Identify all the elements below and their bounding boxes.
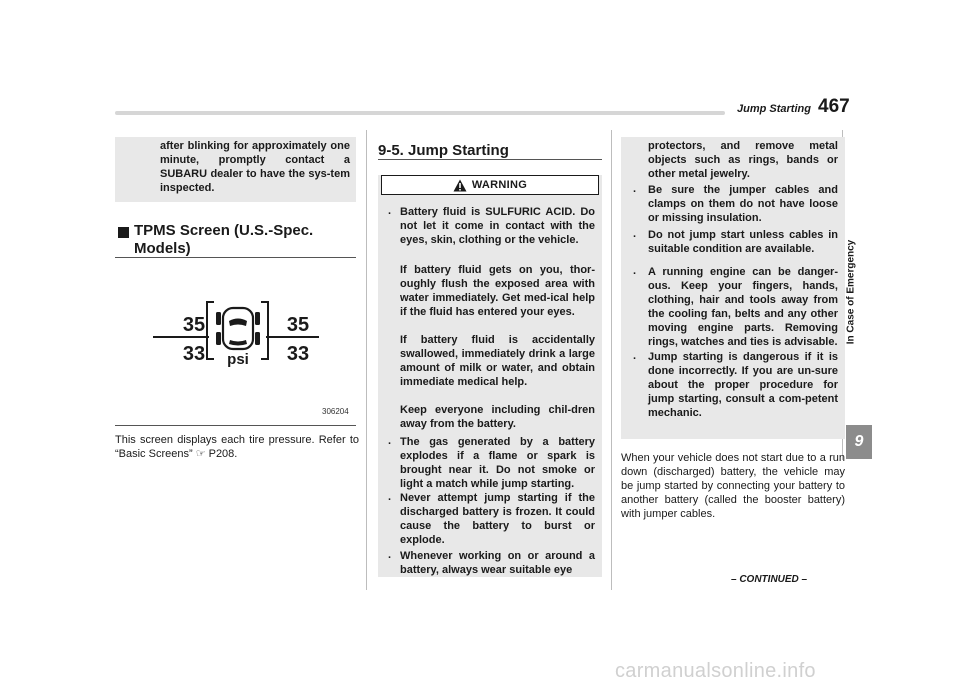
column-divider-right [611, 130, 612, 590]
warning-bullet-1-para-3: Keep everyone including chil-dren away from the battery. [400, 404, 595, 430]
continued-marker: – CONTINUED – [731, 574, 808, 585]
tpms-description: This screen displays each tire pressure. Refer to “Basic Screens” ☞ P208. [115, 434, 359, 460]
figure-code: 306204 [322, 407, 349, 416]
warning-header [381, 175, 599, 195]
warning-continuation: protectors, and remove metal objects such as rings, bands or other metal jewelry. [648, 140, 838, 180]
warning-bullet-6: Do not jump start unless cables in suitable condition are available. [648, 229, 838, 255]
rear-right-pressure: 33 [286, 343, 310, 365]
tpms-figure [115, 257, 356, 426]
warning-bullet-7: A running engine can be danger-ous. Keep your fingers, hands, clothing, hair and tools away from the cooling fan, belts and any other moving engine parts. Removing rings, watches and ties is advisable. [648, 266, 838, 348]
front-left-pressure: 35 [182, 314, 206, 336]
bullet-marker: . [388, 435, 392, 447]
bullet-marker: . [633, 350, 637, 362]
warning-bullet-3: Never attempt jump starting if the discharged battery is frozen. It could cause the battery to burst or explode. [400, 492, 595, 546]
site-watermark: carmanualsonline.info [615, 660, 816, 682]
running-title: Jump Starting [737, 103, 811, 115]
bullet-marker: . [388, 491, 392, 503]
bullet-marker: . [388, 205, 392, 217]
right-bracket [261, 302, 268, 359]
warning-bullet-4: Whenever working on or around a battery, always wear suitable eye [400, 550, 595, 576]
caution-note-text: after blinking for approximately one minute, promptly contact a SUBARU dealer to have the sys-tem inspected. [160, 140, 350, 194]
car-icon [216, 308, 260, 349]
bullet-marker: . [388, 549, 392, 561]
tpms-diagram [115, 258, 356, 425]
warning-bullet-1-para-2: If battery fluid is accidentally swallowed, immediately drink a large amount of milk or water, and obtain immediate medical help. [400, 334, 595, 388]
chapter-number-tab: 9 [846, 425, 872, 459]
warning-label: WARNING [471, 179, 528, 191]
column-divider-left [366, 130, 367, 590]
warning-triangle-icon [453, 179, 467, 192]
chapter-heading-rule [378, 159, 602, 160]
front-right-pressure: 35 [286, 314, 310, 336]
jump-start-intro: When your vehicle does not start due to a run down (discharged) battery, the vehicle may be jump started by connecting your battery to another battery (called the booster battery) with jumper cables. [621, 452, 845, 520]
warning-bullet-1-para-1: If battery fluid gets on you, thor-oughly flush the exposed area with water immediately. Get med-ical help if the fluid has entered your eyes. [400, 264, 595, 318]
section-marker-icon [118, 227, 129, 238]
chapter-side-label: In Case of Emergency [845, 239, 857, 345]
warning-bullet-2: The gas generated by a battery explodes if a flame or spark is brought near it. Do not smoke or light a match while jump starting. [400, 436, 595, 490]
pressure-unit: psi [227, 351, 249, 368]
section-heading: TPMS Screen (U.S.-Spec. Models) [134, 222, 314, 257]
bullet-marker: . [633, 183, 637, 195]
bullet-marker: . [633, 228, 637, 240]
header-rule [115, 111, 725, 115]
warning-bullet-1: Battery fluid is SULFURIC ACID. Do not let it come in contact with the eyes, skin, clothing or the vehicle. [400, 206, 595, 246]
page-number: 467 [818, 96, 850, 117]
left-bracket [207, 302, 214, 359]
warning-bullet-5: Be sure the jumper cables and clamps on them do not have loose or missing insulation. [648, 184, 838, 224]
rear-left-pressure: 33 [182, 343, 206, 365]
bullet-marker: . [633, 265, 637, 277]
warning-bullet-8: Jump starting is dangerous if it is done incorrectly. If you are un-sure about the proper procedure for jump starting, consult a com-petent mechanic. [648, 351, 838, 419]
chapter-heading: 9-5. Jump Starting [378, 142, 509, 159]
